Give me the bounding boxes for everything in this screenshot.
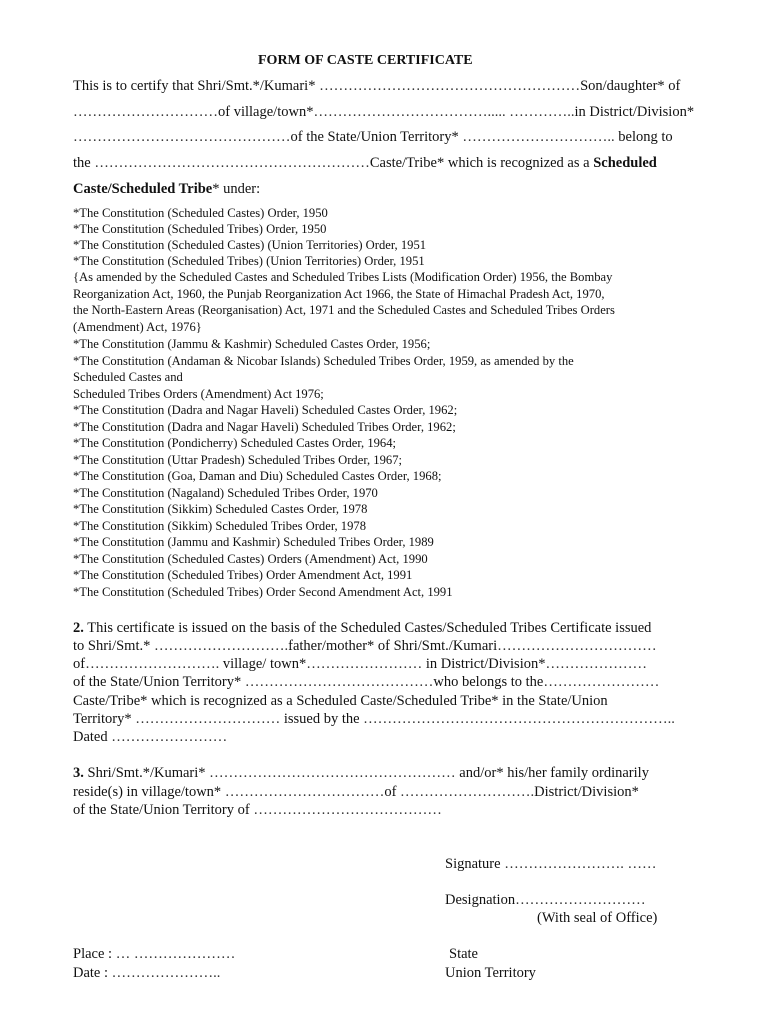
list-item: Scheduled Tribes Orders (Amendment) Act 1976;	[73, 387, 324, 401]
district-division-label-2: District/Division*	[534, 784, 639, 800]
list-item: *The Constitution (Sikkim) Scheduled Tribes Order, 1978	[73, 519, 366, 533]
list-item: *The Constitution (Scheduled Castes) Order, 1950	[73, 206, 328, 220]
designation-blank: ………………………	[515, 892, 646, 908]
designation-label: Designation	[445, 892, 516, 908]
list-item: *The Constitution (Scheduled Tribes) Order Second Amendment Act, 1991	[73, 585, 453, 599]
list-item: *The Constitution (Uttar Pradesh) Scheduled Tribes Order, 1967;	[73, 453, 402, 467]
district-label: in District/Division*	[574, 104, 695, 120]
holder-blank: ……………………….	[153, 638, 289, 654]
belong-to-label: belong to	[618, 129, 673, 145]
list-item: *The Constitution (Scheduled Castes) (Union Territories) Order, 1951	[73, 238, 427, 252]
dated-label: Dated	[73, 729, 108, 745]
district-blank: ………………………………………	[73, 129, 291, 145]
para3-number: 3.	[73, 765, 84, 781]
list-item: the North-Eastern Areas (Reorganisation) Act, 1971 and the Scheduled Castes and Scheduled Tribes Orders	[73, 303, 615, 317]
father-mother-label: father/mother* of Shri/Smt./Kumari	[288, 638, 498, 654]
para1-line5	[73, 181, 260, 198]
para1-line1	[73, 78, 680, 95]
certify-text: This is to certify that Shri/Smt.*/Kumari*	[73, 78, 316, 94]
place-blank: … …………………	[115, 946, 236, 962]
belongs-to-label: who belongs to the	[433, 674, 544, 690]
son-daughter-label: Son/daughter* of	[580, 78, 681, 94]
state-ut-label: of the State/Union Territory*	[73, 674, 242, 690]
para2-number: 2.	[73, 620, 84, 636]
district-blank-2: ……………………….	[400, 784, 535, 800]
list-item: (Amendment) Act, 1976}	[73, 320, 202, 334]
dated-blank: ……………………	[111, 729, 228, 745]
issued-by-label: issued by the	[283, 711, 360, 727]
para2-line4	[73, 674, 659, 691]
territory-blank: …………………………	[135, 711, 281, 727]
list-item: *The Constitution (Andaman & Nicobar Islands) Scheduled Tribes Order, 1959, as amended by the	[73, 354, 574, 368]
territory-label: Territory*	[73, 711, 132, 727]
union-territory-label: Union Territory	[445, 965, 536, 981]
belongs-to-blank: ……………………	[543, 674, 660, 690]
date-line	[73, 965, 220, 982]
list-item: *The Constitution (Dadra and Nagar Haveli) Scheduled Tribes Order, 1962;	[73, 420, 456, 434]
list-item: Scheduled Castes and	[73, 370, 183, 384]
shri-kumari-label: Shri/Smt.*/Kumari*	[87, 765, 206, 781]
para1-line4	[73, 155, 657, 172]
state-ut-of-label: of the State/Union Territory of	[73, 802, 250, 818]
the-label: the	[73, 155, 91, 171]
district-division-blank: …………………	[545, 656, 647, 672]
signature-blank: ……………………. ……	[504, 856, 657, 872]
state-label: of the State/Union Territory*	[290, 129, 459, 145]
place-line	[73, 946, 235, 963]
signature-line	[445, 856, 656, 873]
list-item: *The Constitution (Nagaland) Scheduled Tribes Order, 1970	[73, 486, 378, 500]
of-label: of	[73, 656, 86, 672]
para2-line7	[73, 729, 227, 746]
of-label-2: of	[384, 784, 397, 800]
list-item: {As amended by the Scheduled Castes and Scheduled Tribes Lists (Modification Order) 1956, the Bombay	[73, 270, 613, 284]
resident-blank: ……………………………………………	[209, 765, 456, 781]
of-blank: ……………………….	[85, 656, 220, 672]
name-blank: ………………………………………………	[319, 78, 581, 94]
list-item: *The Constitution (Scheduled Tribes) Order, 1950	[73, 222, 327, 236]
village-label: of village/town*	[218, 104, 314, 120]
state-blank: …………………………..	[462, 129, 615, 145]
caste-tribe-bold: Caste/Scheduled Tribe	[73, 181, 213, 197]
caste-blank: …………………………………………………	[94, 155, 370, 171]
seal-note: (With seal of Office)	[537, 910, 658, 926]
issued-by-blank: ………………………………………………………..	[363, 711, 675, 727]
page-title: FORM OF CASTE CERTIFICATE	[258, 53, 473, 68]
list-item: *The Constitution (Jammu and Kashmir) Scheduled Tribes Order, 1989	[73, 535, 434, 549]
kumari-blank: ……………………………	[497, 638, 657, 654]
state-ut-blank: …………………………………	[244, 674, 434, 690]
village-town-blank: ……………………	[306, 656, 423, 672]
list-item: *The Constitution (Goa, Daman and Diu) Scheduled Castes Order, 1968;	[73, 469, 442, 483]
para2-line3	[73, 656, 647, 673]
para2-line6	[73, 711, 675, 728]
village-blank: ………………………………..... …………..	[313, 104, 575, 120]
para1-line3	[73, 129, 673, 146]
reside-blank: ……………………………	[224, 784, 385, 800]
village-town-label: village/ town*	[222, 656, 307, 672]
para2-line5: Caste/Tribe* which is recognized as a Scheduled Caste/Scheduled Tribe* in the State/Union	[73, 693, 608, 709]
list-item: *The Constitution (Scheduled Tribes) Order Amendment Act, 1991	[73, 568, 413, 582]
parent-blank: …………………………	[73, 104, 218, 120]
date-label: Date :	[73, 965, 109, 981]
list-item: *The Constitution (Scheduled Castes) Orders (Amendment) Act, 1990	[73, 552, 428, 566]
list-item: *The Constitution (Pondicherry) Scheduled Castes Order, 1964;	[73, 436, 397, 450]
reside-label: reside(s) in village/town*	[73, 784, 222, 800]
list-item: *The Constitution (Dadra and Nagar Haveli) Scheduled Castes Order, 1962;	[73, 403, 458, 417]
para3-line1	[73, 765, 649, 782]
state-ut-of-blank: …………………………………	[253, 802, 442, 818]
place-label: Place :	[73, 946, 113, 962]
to-shri-label: to Shri/Smt.*	[73, 638, 151, 654]
designation-line	[445, 892, 646, 909]
family-label: and/or* his/her family ordinarily	[459, 765, 649, 781]
list-item: *The Constitution (Sikkim) Scheduled Castes Order, 1978	[73, 502, 368, 516]
date-blank: …………………..	[111, 965, 221, 981]
para1-line2	[73, 104, 694, 121]
list-item: *The Constitution (Jammu & Kashmir) Scheduled Castes Order, 1956;	[73, 337, 431, 351]
district-division-label: in District/Division*	[425, 656, 546, 672]
signature-label: Signature	[445, 856, 501, 872]
state-label: State	[449, 946, 478, 962]
under-label: * under:	[212, 181, 261, 197]
list-item: Reorganization Act, 1960, the Punjab Reorganization Act 1966, the State of Himachal Pradesh Act, 1970,	[73, 287, 605, 301]
para2-line2	[73, 638, 657, 655]
para3-line2	[73, 784, 639, 801]
scheduled-bold: Scheduled	[593, 155, 657, 171]
list-item: *The Constitution (Scheduled Tribes) (Union Territories) Order, 1951	[73, 254, 425, 268]
para3-line3	[73, 802, 442, 819]
para2-basis-text: This certificate is issued on the basis of the Scheduled Castes/Scheduled Tribes Certificate issued	[87, 620, 652, 636]
para2-line1	[73, 620, 651, 637]
caste-recognized-label: Caste/Tribe* which is recognized as a	[369, 155, 590, 171]
